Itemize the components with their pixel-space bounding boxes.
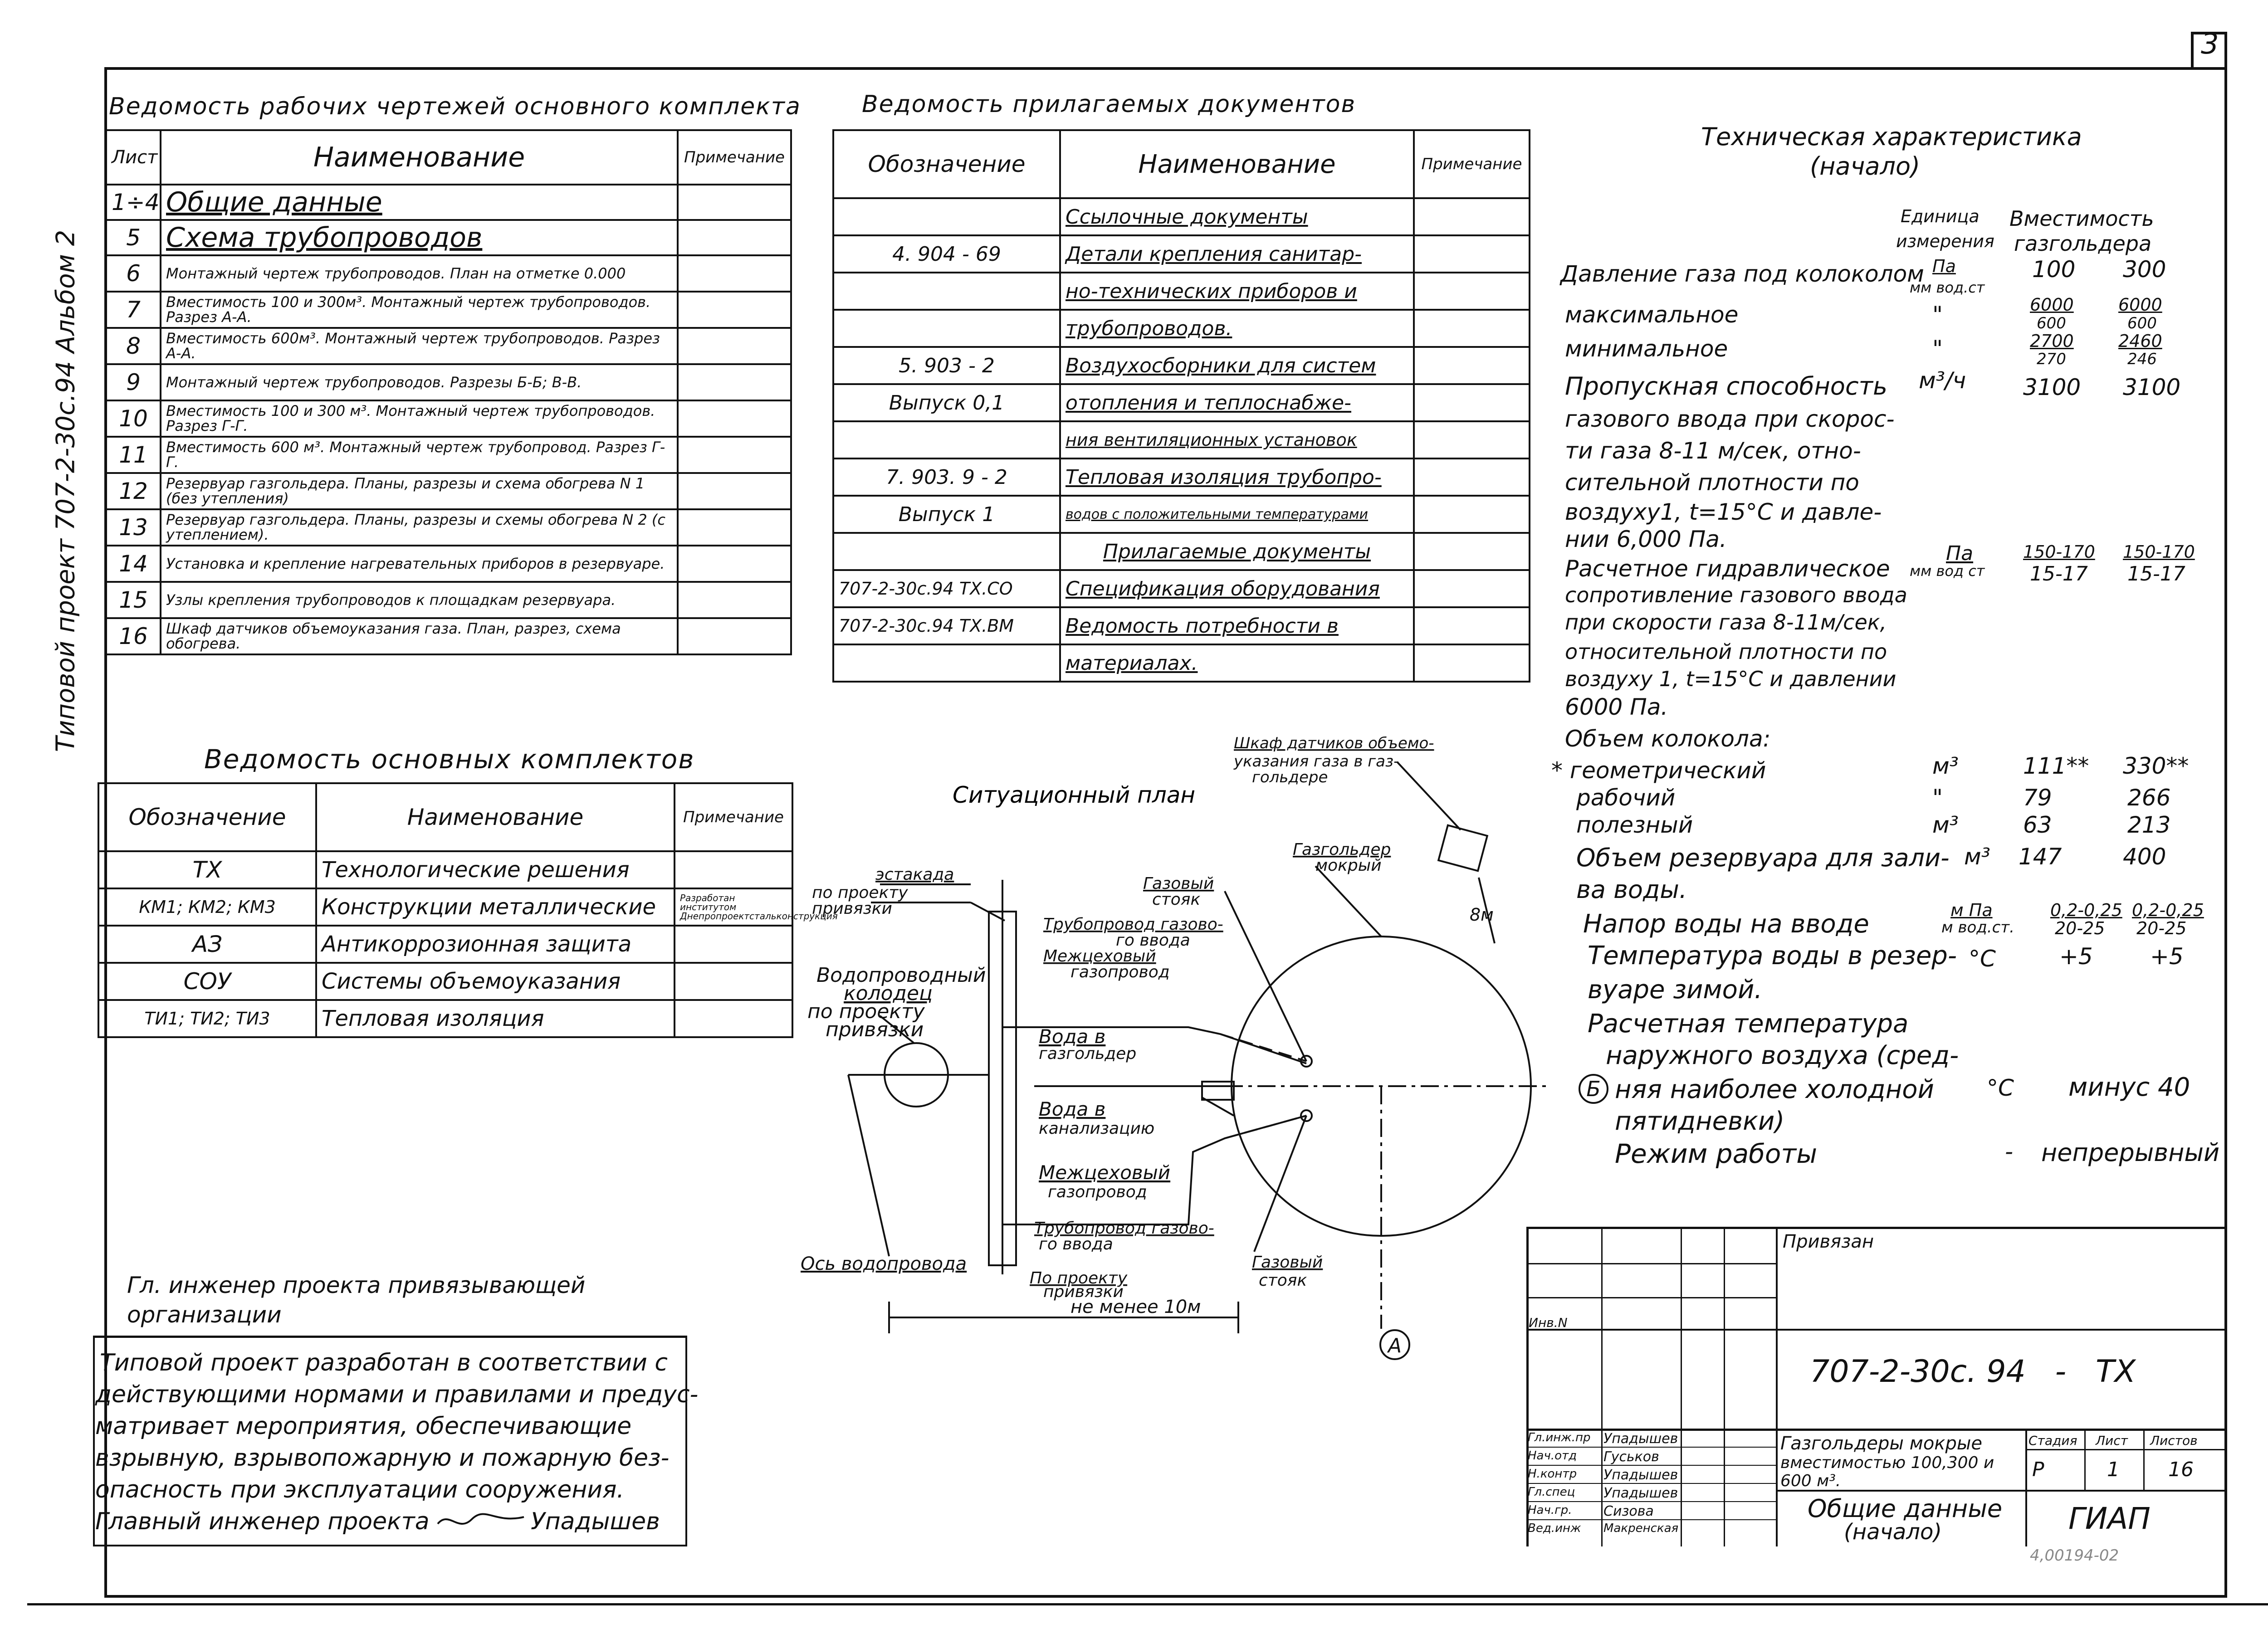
col-header-name: Наименование (1060, 130, 1414, 198)
capacity-header-2: газгольдера (2014, 231, 2152, 256)
throughput-4: сительной плотности по (1565, 469, 1859, 496)
capacity-header: Вместимость (2009, 206, 2154, 231)
tank-unit: м³ (1964, 844, 1990, 870)
object-line-1: Газгольдеры мокрые (1780, 1433, 1983, 1454)
col-header-sheet: Лист (106, 130, 161, 185)
label-pipe-in-2: го ввода (1116, 931, 1190, 950)
set-name: Тепловая изоляция (316, 1000, 675, 1037)
pressure-label: Давление газа под колоколом (1560, 261, 1924, 287)
statement-line-4: взрывную, взрывопожарную и пожарную без- (95, 1444, 670, 1472)
sensor-cabinet (1438, 825, 1487, 871)
binding-chief-line-1: Гл. инженер проекта привязывающей (127, 1272, 586, 1298)
resist-6: 6000 Па. (1565, 694, 1668, 720)
doc-code: 707-2-30с.94 ТХ.СО (833, 570, 1060, 607)
stamp-rule (1526, 1465, 1776, 1466)
cap-100: 100 (2032, 256, 2076, 283)
statement-line-1: Типовой проект разработан в соответствии с (100, 1349, 668, 1376)
label-marker-a: А (1388, 1334, 1402, 1357)
label-gasholder-1: Газгольдер (1293, 840, 1391, 859)
wtemp-1: Температура воды в резер- (1588, 941, 1957, 971)
tech-title: Техническая характеристика (1701, 122, 2082, 151)
max-label: максимальное (1565, 302, 1739, 328)
sheets-header: Листов (2150, 1433, 2198, 1448)
unit-m3h: м³/ч (1919, 367, 1966, 394)
role-2: Нач.отд (1528, 1449, 1577, 1463)
set-code: ТХ (98, 851, 316, 888)
row-name: Резервуар газгольдера. Планы, разрезы и схема обогрева N 1 (без утепления) (161, 473, 678, 509)
main-sets-title: Ведомость основных комплектов (204, 744, 695, 775)
row-sheet: 15 (106, 582, 161, 618)
doc-name: трубопроводов. (1060, 310, 1414, 347)
row-name: Вместимость 600 м³. Монтажный чертеж трубопровод. Разрез Г-Г. (161, 437, 678, 473)
role-5: Нач.гр. (1528, 1503, 1572, 1517)
role-6: Вед.инж (1528, 1522, 1581, 1535)
doc-code: 7. 903. 9 - 2 (833, 458, 1060, 496)
useful-label: полезный (1576, 812, 1693, 838)
label-riser-4: стояк (1259, 1271, 1307, 1290)
side-label: Типовой проект 707-2-30с.94 Альбом 2 (51, 229, 81, 752)
head-unit-1: м Па (1950, 900, 1993, 920)
unit-pa: Па (1932, 256, 1956, 276)
throughput-2: газового ввода при скорос- (1565, 406, 1895, 432)
row-name: Резервуар газгольдера. Планы, разрезы и схемы обогрева N 2 (с утеплением). (161, 509, 678, 546)
label-by-project-1: По проекту (1030, 1269, 1128, 1288)
label-sewer-2: канализацию (1039, 1119, 1155, 1138)
label-shop-3: Межцеховый (1039, 1161, 1171, 1184)
row-name: Шкаф датчиков объемоуказания газа. План, разрез, схема обогрева. (161, 618, 678, 654)
label-water-2: газгольдер (1039, 1044, 1137, 1063)
doc-name: Тепловая изоляция трубопро- (1060, 458, 1414, 496)
organization: ГИАП (2068, 1501, 2151, 1536)
working-drawings-title: Ведомость рабочих чертежей основного комплекта (109, 93, 801, 120)
row-name: Схема трубопроводов (161, 220, 678, 255)
unit-mm: мм вод.ст (1910, 279, 1985, 296)
doc-code: Выпуск 1 (833, 496, 1060, 533)
label-well-4: привязки (826, 1018, 924, 1041)
doc-code: 4. 904 - 69 (833, 235, 1060, 273)
row-sheet: 10 (106, 400, 161, 437)
stamp-col (2025, 1429, 2027, 1546)
object-line-3: 600 м³. (1780, 1472, 1841, 1490)
mode-label: Режим работы (1615, 1138, 1817, 1169)
row-sheet: 12 (106, 473, 161, 509)
unit-header-2: измерения (1896, 231, 1994, 251)
row-name: Установка и крепление нагревательных приборов в резервуаре. (161, 546, 678, 582)
row-name: Вместимость 600м³. Монтажный чертеж трубопроводов. Разрез А-А. (161, 328, 678, 364)
role-3-name: Упадышев (1603, 1467, 1678, 1483)
stamp-rule (1776, 1490, 2227, 1492)
label-well-3: по проекту (807, 1000, 925, 1023)
head-300-2: 20-25 (2136, 918, 2187, 938)
col-header-note: Примечание (678, 130, 791, 185)
row-sheet: 1÷4 (106, 185, 161, 220)
wtemp-2: вуаре зимой. (1588, 975, 1763, 1005)
throughput-1: Пропускная способность (1565, 372, 1887, 400)
sheet-header: Лист (2096, 1433, 2128, 1448)
set-name: Технологические решения (316, 851, 675, 888)
label-estakada-3: привязки (812, 899, 892, 918)
label-cabinet-3: гольдере (1252, 768, 1328, 786)
role-6-name: Макренская (1603, 1522, 1679, 1535)
doc-name: Ведомость потребности в (1060, 607, 1414, 644)
cap-300: 300 (2123, 256, 2166, 283)
stamp-rule (1526, 1297, 1776, 1298)
row-sheet: 8 (106, 328, 161, 364)
tech-subtitle: (начало) (1810, 152, 1921, 180)
label-pipe-in-1: Трубопровод газово- (1043, 915, 1223, 934)
doc-name: ния вентиляционных установок (1060, 421, 1414, 458)
unit-m3: м³ (1932, 753, 1959, 779)
thr-300: 3100 (2123, 374, 2181, 400)
throughput-6: нии 6,000 Па. (1565, 526, 1727, 552)
plan-title: Ситуационный план (953, 782, 1196, 808)
col-header-note: Примечание (1414, 130, 1530, 198)
row-name: Монтажный чертеж трубопроводов. План на отметке 0.000 (161, 255, 678, 292)
atemp-4: пятидневки) (1615, 1107, 1785, 1136)
work-label: рабочий (1576, 785, 1676, 811)
statement-chief-name: Упадышев (531, 1508, 660, 1535)
head-100-1: 0,2-0,25 (2050, 900, 2122, 920)
unit-header: Единица (1901, 206, 1980, 226)
stamp-rule (1526, 1263, 1776, 1264)
doc-name: Ссылочные документы (1060, 198, 1414, 235)
geom-300: 330** (2123, 753, 2189, 779)
marker-b-label: Б (1586, 1077, 1601, 1101)
head-100-2: 20-25 (2055, 918, 2105, 938)
row-name: Монтажный чертеж трубопроводов. Разрезы Б-Б; В-В. (161, 364, 678, 400)
max-ditto: " (1932, 302, 1943, 328)
label-shop-2: газопровод (1070, 963, 1170, 981)
stage-header: Стадия (2028, 1433, 2077, 1448)
row-name: Вместимость 100 и 300 м³. Монтажный чертеж трубопроводов. Разрез Г-Г. (161, 400, 678, 437)
label-pipe-in-4: го ввода (1039, 1235, 1113, 1254)
row-sheet: 9 (106, 364, 161, 400)
row-name: Узлы крепления трубопроводов к площадкам резервуара. (161, 582, 678, 618)
role-5-name: Сизова (1603, 1503, 1654, 1519)
atemp-unit: °С (1987, 1075, 2014, 1101)
sheets-value: 16 (2168, 1458, 2194, 1481)
atemp-3: няя наиболее холодной (1615, 1075, 1934, 1104)
col-header-name: Наименование (316, 783, 675, 851)
resist-5: воздуху 1, t=15°С и давлении (1565, 667, 1897, 691)
label-well-2: колодец (844, 982, 933, 1005)
res-100-pa: 150-170 (2023, 542, 2095, 562)
sheet-value: 1 (2107, 1458, 2120, 1481)
doc-name: отопления и теплоснабже- (1060, 384, 1414, 421)
label-min10: не менее 10м (1070, 1297, 1201, 1317)
set-name: Конструкции металлические (316, 888, 675, 926)
doc-code: Выпуск 0,1 (833, 384, 1060, 421)
res-unit-pa: Па (1946, 542, 1974, 565)
doc-name: материалах. (1060, 644, 1414, 682)
attached-docs-title: Ведомость прилагаемых документов (862, 91, 1356, 118)
geom-100: 111** (2023, 753, 2089, 779)
bell-label: Объем колокола: (1565, 726, 1771, 752)
useful-100: 63 (2023, 812, 2052, 838)
label-gasholder-2: мокрый (1315, 856, 1382, 875)
resist-4: относительной плотности по (1565, 639, 1887, 664)
geom-label: * геометрический (1551, 757, 1766, 784)
label-cabinet-1: Шкаф датчиков объемо- (1234, 734, 1434, 752)
res-100-mm: 15-17 (2030, 562, 2088, 585)
row-sheet: 11 (106, 437, 161, 473)
sheet-title-2: (начало) (1844, 1519, 1942, 1545)
row-sheet: 16 (106, 618, 161, 654)
max-300: 6000 (2118, 295, 2162, 315)
label-by-project-2: привязки (1043, 1283, 1124, 1301)
drawing-code: 707-2-30с. 94 - ТХ (1810, 1354, 2136, 1390)
label-shop-4: газопровод (1048, 1183, 1147, 1201)
stamp-col (1724, 1227, 1725, 1546)
statement-chief-label: Главный инженер проекта (95, 1508, 430, 1535)
role-2-name: Гуськов (1603, 1449, 1659, 1465)
label-8m: 8м (1470, 905, 1494, 925)
throughput-5: воздуху1, t=15°С и давле- (1565, 499, 1882, 525)
stage-value: Р (2032, 1458, 2044, 1481)
set-name: Антикоррозионная защита (316, 926, 675, 963)
label-water-1: Вода в (1039, 1025, 1106, 1048)
doc-code: 5. 903 - 2 (833, 347, 1060, 384)
doc-name: Прилагаемые документы (1060, 533, 1414, 570)
min-300-mm: 246 (2127, 350, 2157, 368)
stamp-col (2143, 1429, 2145, 1490)
doc-name: Спецификация оборудования (1060, 570, 1414, 607)
atemp-2: наружного воздуха (сред- (1606, 1041, 1959, 1070)
statement-line-2: действующими нормами и правилами и предус- (95, 1381, 699, 1408)
label-estakada-2: по проекту (812, 883, 908, 902)
work-300: 266 (2127, 785, 2171, 811)
res-unit-mm: мм вод ст (1910, 562, 1985, 580)
max-300-mm: 600 (2127, 314, 2157, 332)
stamp-rule (1526, 1483, 1776, 1484)
resist-1: Расчетное гидравлическое (1565, 556, 1890, 582)
inv-label: Инв.N (1529, 1315, 1568, 1330)
stamp-rule (1526, 1519, 1776, 1520)
doc-name: водов с положительными температурами (1060, 496, 1414, 533)
wtemp-300: +5 (2150, 943, 2184, 970)
chief-signature (435, 1506, 526, 1537)
label-estakada: эстакада (875, 865, 954, 884)
min-100: 2700 (2030, 331, 2074, 351)
stamp-col (2084, 1429, 2086, 1490)
row-name: Вместимость 100 и 300м³. Монтажный чертеж трубопроводов. Разрез А-А. (161, 292, 678, 328)
stamp-rule (1526, 1329, 2227, 1331)
bound-label: Привязан (1783, 1231, 1874, 1252)
tank-1: Объем резервуара для зали- (1576, 844, 1950, 872)
useful-300: 213 (2127, 812, 2171, 838)
set-code: КМ1; КМ2; КМ3 (98, 888, 316, 926)
stamp-col (1601, 1227, 1603, 1546)
col-header-code: Обозначение (98, 783, 316, 851)
col-header-name: Наименование (161, 130, 678, 185)
min-100-mm: 270 (2037, 350, 2066, 368)
role-1: Гл.инж.пр (1528, 1431, 1591, 1444)
head-unit-2: м вод.ст. (1941, 918, 2014, 937)
stamp-rule (2025, 1449, 2227, 1450)
useful-unit: м³ (1932, 812, 1959, 838)
label-riser-3: Газовый (1252, 1253, 1323, 1272)
res-300-mm: 15-17 (2127, 562, 2185, 585)
label-well-1: Водопроводный (816, 964, 986, 987)
row-sheet: 7 (106, 292, 161, 328)
label-sewer-1: Вода в (1039, 1098, 1106, 1120)
col-header-note: Примечание (675, 783, 792, 851)
resist-2: сопротивление газового ввода (1565, 583, 1907, 607)
label-shop-1: Межцеховый (1043, 947, 1156, 966)
tank-100: 147 (2019, 844, 2062, 870)
row-sheet: 5 (106, 220, 161, 255)
archive-number: 4,00194-02 (2030, 1546, 2119, 1565)
max-100: 6000 (2030, 295, 2074, 315)
statement-line-3: матривает мероприятия, обеспечивающие (95, 1413, 632, 1440)
label-pipe-in-3: Трубопровод газово- (1034, 1219, 1214, 1238)
stamp-col (1681, 1227, 1682, 1546)
col-header-code: Обозначение (833, 130, 1060, 198)
row-name: Общие данные (161, 185, 678, 220)
min-ditto: " (1932, 336, 1943, 362)
thr-100: 3100 (2023, 374, 2081, 400)
head-300-1: 0,2-0,25 (2132, 900, 2204, 920)
sheet-title-1: Общие данные (1808, 1494, 2003, 1523)
atemp-value: минус 40 (2068, 1073, 2190, 1102)
work-100: 79 (2023, 785, 2052, 811)
work-ditto: " (1932, 785, 1943, 811)
doc-code: 707-2-30с.94 ТХ.ВМ (833, 607, 1060, 644)
wtemp-unit: °С (1969, 946, 1996, 972)
mode-value: непрерывный (2041, 1138, 2220, 1167)
doc-name: Воздухосборники для систем (1060, 347, 1414, 384)
atemp-1: Расчетная температура (1588, 1009, 1909, 1039)
tank-2: ва воды. (1576, 875, 1687, 904)
statement-line-5: опасность при эксплуатации сооружения. (95, 1476, 624, 1503)
doc-name: но-технических приборов и (1060, 273, 1414, 310)
set-code: АЗ (98, 926, 316, 963)
resist-3: при скорости газа 8-11м/сек, (1565, 610, 1887, 634)
throughput-3: ти газа 8-11 м/сек, отно- (1565, 438, 1861, 464)
binding-chief-line-2: организации (127, 1302, 282, 1328)
label-riser: Газовый (1143, 874, 1214, 893)
label-riser-2: стояк (1152, 890, 1201, 909)
stamp-col (1776, 1227, 1778, 1546)
res-300-pa: 150-170 (2123, 542, 2195, 562)
label-axis: Ось водопровода (801, 1254, 967, 1274)
row-sheet: 6 (106, 255, 161, 292)
wtemp-100: +5 (2059, 943, 2093, 970)
min-300: 2460 (2118, 331, 2162, 351)
label-cabinet-2: указания газа в газ- (1234, 752, 1399, 771)
object-line-2: вместимостью 100,300 и (1780, 1454, 1994, 1472)
tank-300: 400 (2123, 844, 2166, 870)
set-code: СОУ (98, 963, 316, 1000)
set-note: Разработан институтом Днепропроектстальконструкция (675, 888, 792, 926)
stamp-rule (1526, 1501, 1776, 1502)
role-3: Н.контр (1528, 1467, 1577, 1481)
role-4: Гл.спец (1528, 1485, 1575, 1499)
mode-dash: - (2005, 1138, 2014, 1165)
set-code: ТИ1; ТИ2; ТИ3 (98, 1000, 316, 1037)
role-4-name: Упадышев (1603, 1485, 1678, 1501)
stamp-rule (1526, 1447, 1776, 1448)
sheet-number: 3 (2201, 27, 2219, 60)
head-label: Напор воды на вводе (1583, 909, 1869, 939)
min-label: минимальное (1565, 336, 1728, 362)
row-sheet: 14 (106, 546, 161, 582)
row-sheet: 13 (106, 509, 161, 546)
set-name: Системы объемоуказания (316, 963, 675, 1000)
role-1-name: Упадышев (1603, 1431, 1678, 1447)
doc-name: Детали крепления санитар- (1060, 235, 1414, 273)
max-100-mm: 600 (2037, 314, 2066, 332)
